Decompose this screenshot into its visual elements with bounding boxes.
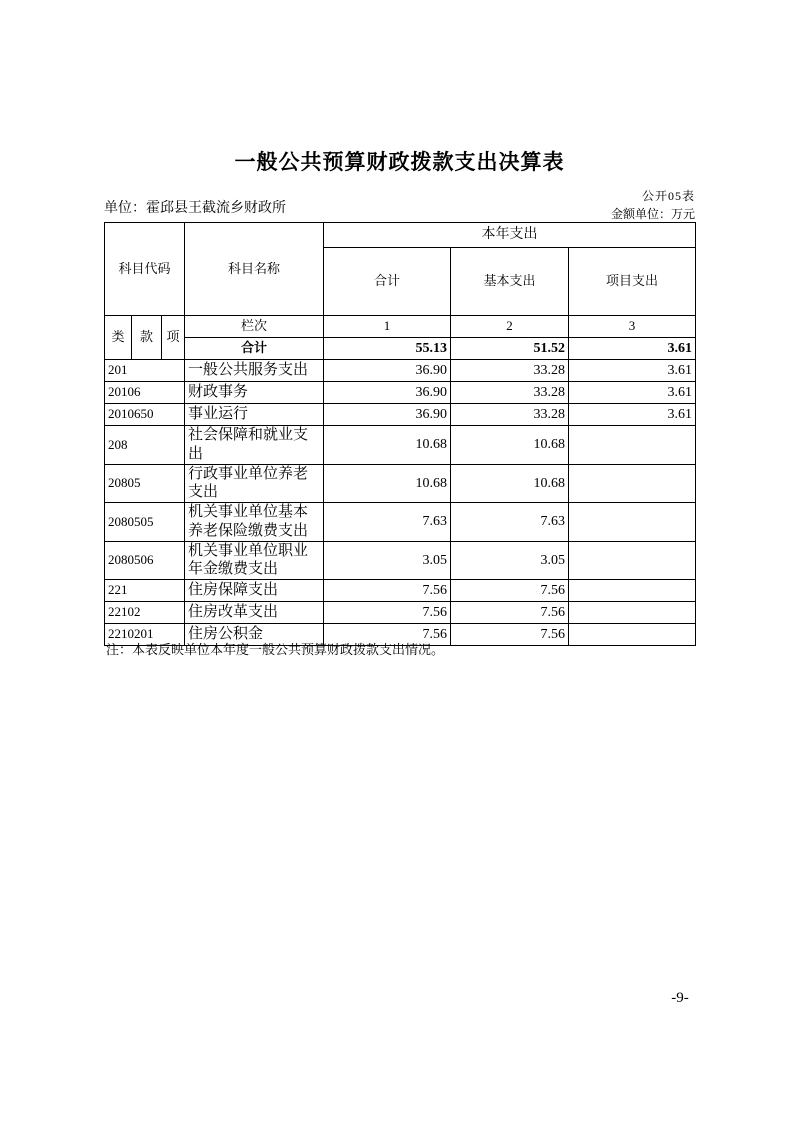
row-code: 2210201 xyxy=(105,624,185,646)
table-row xyxy=(105,602,696,624)
row-project: 3.61 xyxy=(569,382,696,404)
row-name: 住房保障支出 xyxy=(185,580,324,602)
table-row xyxy=(105,580,696,602)
row-total: 7.63 xyxy=(324,503,451,542)
row-code: 20805 xyxy=(105,464,185,503)
header-sub-detail: 项 xyxy=(162,316,185,360)
row-total: 36.90 xyxy=(324,404,451,426)
row-basic: 10.68 xyxy=(451,464,569,503)
row-code: 2010650 xyxy=(105,404,185,426)
row-code: 2080506 xyxy=(105,541,185,580)
table-row xyxy=(105,464,696,503)
row-project xyxy=(569,580,696,602)
table-row xyxy=(105,382,696,404)
row-total: 10.68 xyxy=(324,426,451,465)
row-total: 36.90 xyxy=(324,382,451,404)
row-code: 20106 xyxy=(105,382,185,404)
table-row xyxy=(105,503,696,542)
header-sub-item: 款 xyxy=(132,316,162,360)
header-lanci-2: 2 xyxy=(451,316,569,338)
header-row-1 xyxy=(105,223,696,248)
row-name: 事业运行 xyxy=(185,404,324,426)
header-col-basic: 基本支出 xyxy=(451,248,569,316)
table-row xyxy=(105,360,696,382)
row-project xyxy=(569,624,696,646)
row-code: 22102 xyxy=(105,602,185,624)
row-total: 36.90 xyxy=(324,360,451,382)
row-total: 7.56 xyxy=(324,602,451,624)
table-row xyxy=(105,404,696,426)
table-code-label: 公开05表 xyxy=(641,189,695,203)
grand-total-total: 55.13 xyxy=(324,338,451,360)
grand-total-label: 合计 xyxy=(185,338,324,360)
row-name: 一般公共服务支出 xyxy=(185,360,324,382)
table-row xyxy=(105,426,696,465)
header-lanci-3: 3 xyxy=(569,316,696,338)
row-project xyxy=(569,602,696,624)
header-col-project: 项目支出 xyxy=(569,248,696,316)
budget-table xyxy=(104,222,696,646)
header-lanci-label: 栏次 xyxy=(185,316,324,338)
row-name: 社会保障和就业支出 xyxy=(185,426,324,465)
header-col-total: 合计 xyxy=(324,248,451,316)
row-name: 行政事业单位养老支出 xyxy=(185,464,324,503)
row-basic: 3.05 xyxy=(451,541,569,580)
row-basic: 10.68 xyxy=(451,426,569,465)
row-total: 7.56 xyxy=(324,624,451,646)
row-project xyxy=(569,541,696,580)
row-code: 208 xyxy=(105,426,185,465)
row-name: 住房公积金 xyxy=(185,624,324,646)
header-row-lanci xyxy=(105,316,696,338)
row-total: 10.68 xyxy=(324,464,451,503)
row-basic: 33.28 xyxy=(451,382,569,404)
row-code: 201 xyxy=(105,360,185,382)
page-title: 一般公共预算财政拨款支出决算表 xyxy=(234,151,565,174)
row-project xyxy=(569,503,696,542)
header-subject-code: 科目代码 xyxy=(105,223,185,316)
row-name: 财政事务 xyxy=(185,382,324,404)
grand-total-row xyxy=(105,338,696,360)
row-basic: 7.63 xyxy=(451,503,569,542)
header-current-year-expenditure: 本年支出 xyxy=(324,223,696,248)
row-basic: 7.56 xyxy=(451,624,569,646)
row-basic: 7.56 xyxy=(451,580,569,602)
row-name: 机关事业单位基本养老保险缴费支出 xyxy=(185,503,324,542)
row-total: 7.56 xyxy=(324,580,451,602)
row-basic: 7.56 xyxy=(451,602,569,624)
row-code: 2080505 xyxy=(105,503,185,542)
table-note: 注：本表反映单位本年度一般公共预算财政拨款支出情况。 xyxy=(106,642,445,657)
header-sub-category: 类 xyxy=(105,316,132,360)
row-name: 机关事业单位职业年金缴费支出 xyxy=(185,541,324,580)
amount-unit-label: 金额单位：万元 xyxy=(610,207,695,221)
row-total: 3.05 xyxy=(324,541,451,580)
row-project: 3.61 xyxy=(569,404,696,426)
row-project: 3.61 xyxy=(569,360,696,382)
page-number: -9- xyxy=(671,990,689,1006)
row-project xyxy=(569,426,696,465)
table-row xyxy=(105,541,696,580)
grand-total-project: 3.61 xyxy=(569,338,696,360)
row-basic: 33.28 xyxy=(451,404,569,426)
row-name: 住房改革支出 xyxy=(185,602,324,624)
row-project xyxy=(569,464,696,503)
row-code: 221 xyxy=(105,580,185,602)
header-subject-name: 科目名称 xyxy=(185,223,324,316)
header-lanci-1: 1 xyxy=(324,316,451,338)
grand-total-basic: 51.52 xyxy=(451,338,569,360)
row-basic: 33.28 xyxy=(451,360,569,382)
unit-label: 单位：霍邱县王截流乡财政所 xyxy=(104,201,286,216)
